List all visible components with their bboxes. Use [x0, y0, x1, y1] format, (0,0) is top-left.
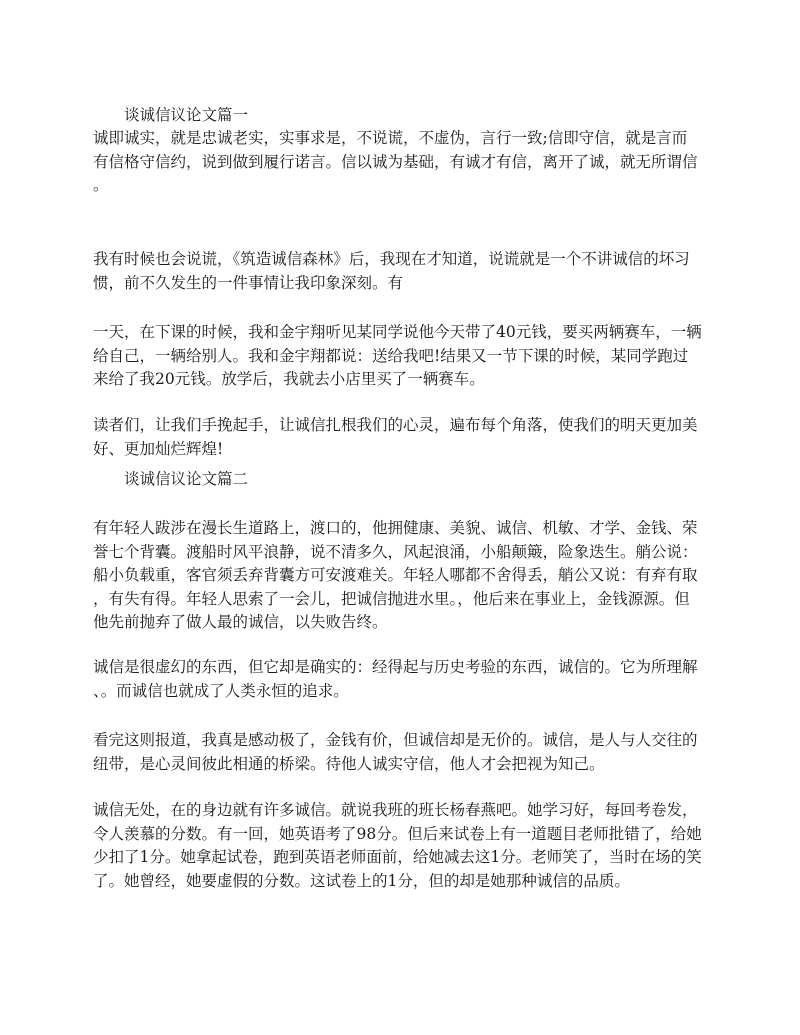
- paragraph-line: 一天，在下课的时候，我和金宇翔听见某同学说他今天带了40元钱，要买两辆赛车，一辆: [93, 323, 702, 341]
- paragraph-line: 我有时候也会说谎，《筑造诚信森林》后，我现在才知道，说谎就是一个不讲诚信的坏习: [93, 250, 690, 268]
- paragraph-line: 了。她曾经，她要虚假的分数。这试卷上的1分，但的却是她那种诚信的品质。: [93, 871, 630, 890]
- paragraph-2: [93, 248, 715, 295]
- paragraph-line: 誉七个背囊。渡船时风平浪静，说不清多久，风起浪涌，小船颠簸，险象迭生。艄公说：: [93, 542, 698, 561]
- paragraph-line: 有年轻人跋涉在漫长生道路上，渡口的，他拥健康、美貌、诚信、机敏、才学、金钱、荣: [93, 519, 698, 537]
- paragraph-line: ，有失有得。年轻人思索了一会儿，把诚信抛进水里。，他后来在事业上，金钱源源。但: [93, 589, 690, 608]
- paragraph-4: [93, 414, 715, 461]
- paragraph-line: 读者们，让我们手挽起手，让诚信扎根我们的心灵，遍布每个角落，使我们的明天更加美: [93, 416, 698, 434]
- paragraph-line: 少扣了1分。她拿起试卷，跑到英语老师面前，给她减去这1分。老师笑了，当时在场的笑: [93, 848, 702, 866]
- paragraph-6: [93, 656, 715, 703]
- paragraph-5: [93, 517, 715, 635]
- paragraph-line: 令人羡慕的分数。有一回，她英语考了98分。但后来试卷上有一道题目老师批错了，给她: [93, 824, 702, 843]
- paragraph-line: 诚信是很虚幻的东西，但它却是确实的：经得起与历史考验的东西，诚信的。它为所理解: [93, 658, 698, 676]
- paragraph-line: 给自己，一辆给别人。我和金宇翔都说：送给我吧!结果又一节下课的时候，某同学跑过: [93, 346, 689, 365]
- paragraph-line: 有信格守信约，说到做到履行诺言。信以诚为基础，有诚才有信，离开了诚，就无所谓信: [93, 152, 698, 171]
- paragraph-3: [93, 321, 715, 392]
- section-heading-1: 谈诚信议论文篇一: [124, 106, 249, 124]
- paragraph-line: 船小负载重，客官须丢弃背囊方可安渡难关。年轻人哪都不舍得丢，艄公又说：有弃有取: [93, 566, 698, 584]
- paragraph-line: 、。而诚信也就成了人类永恒的追求。: [93, 681, 349, 700]
- paragraph-line: 。: [93, 176, 109, 194]
- paragraph-line: 诚即诚实，就是忠诚老实，实事求是，不说谎，不虚伪，言行一致;信即守信，就是言而: [93, 129, 688, 147]
- paragraph-line: 惯，前不久发生的一件事情让我印象深刻。有: [93, 273, 404, 292]
- paragraph-line: 看完这则报道，我真是感动极了，金钱有价，但诚信却是无价的。诚信，是人与人交往的: [93, 731, 698, 749]
- paragraph-line: 诚信无处，在的身边就有许多诚信。就说我班的班长杨春燕吧。她学习好，每回考卷发，: [93, 801, 698, 819]
- paragraph-8: [93, 799, 715, 893]
- paragraph-line: 来给了我20元钱。放学后，我就去小店里买了一辆赛车。: [93, 370, 485, 388]
- paragraph-1: [93, 127, 715, 198]
- section-heading-2: 谈诚信议论文篇二: [124, 470, 249, 488]
- paragraph-7: [93, 729, 715, 776]
- paragraph-line: 纽带，是心灵间彼此相通的桥梁。待他人诚实守信，他人才会把视为知己。: [93, 754, 605, 773]
- paragraph-line: 好、更加灿烂辉煌!: [93, 439, 224, 458]
- paragraph-line: 他先前抛弃了做人最的诚信，以失败告终。: [93, 613, 388, 631]
